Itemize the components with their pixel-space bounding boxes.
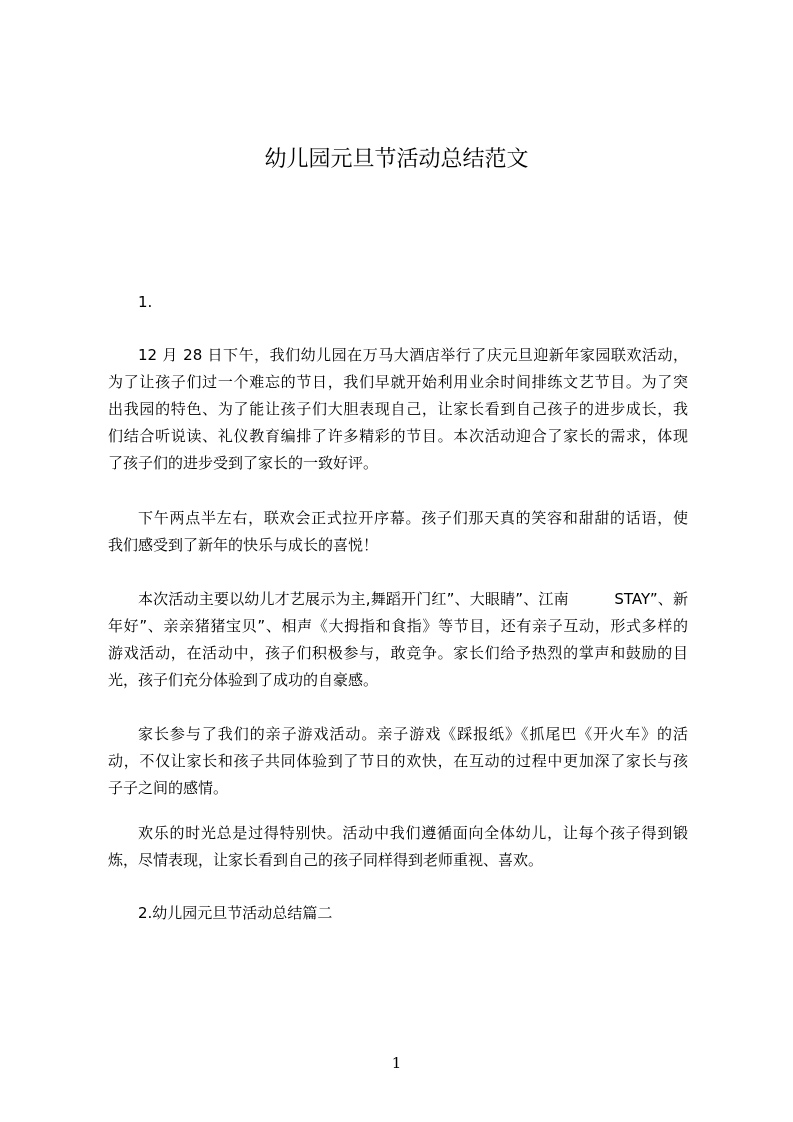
paragraph-line: 年好”、亲亲猪猪宝贝”、相声《大拇指和食指》等节目，还有亲子互动，形式多样的 <box>108 617 688 635</box>
paragraph-line: 炼，尽情表现，让家长看到自己的孩子同样得到老师重视、喜欢。 <box>108 851 544 869</box>
paragraph-line: 出我园的特色、为了能让孩子们大胆表现自己，让家长看到自己孩子的进步成长，我 <box>108 400 688 418</box>
paragraph-line: 家长参与了我们的亲子游戏活动。亲子游戏《踩报纸》《抓尾巴《开火车》的活 <box>138 725 688 743</box>
paragraph-line: 我们感受到了新年的快乐与成长的喜悦！ <box>108 536 379 554</box>
paragraph-line: 为了让孩子们过一个难忘的节日，我们早就开始利用业余时间排练文艺节目。为了突 <box>108 373 688 391</box>
paragraph-5 <box>108 820 688 874</box>
paragraph-line: 12 月 28 日下午，我们幼儿园在万马大酒店举行了庆元旦迎新年家园联欢活动， <box>138 346 688 364</box>
section-number: 1. <box>138 293 153 311</box>
paragraph-3 <box>108 586 688 694</box>
paragraph-4 <box>108 721 688 802</box>
section-heading-text: 2.幼儿园元旦节活动总结篇二 <box>138 904 333 922</box>
document-title: 幼儿园元旦节活动总结范文 <box>264 147 529 172</box>
paragraph-line: 欢乐的时光总是过得特别快。活动中我们遵循面向全体幼儿，让每个孩子得到锻 <box>138 824 688 842</box>
section-heading-2 <box>108 900 688 927</box>
paragraph-line: 本次活动主要以幼儿才艺展示为主,舞蹈开门红”、大眼睛”、江南 STAY”、新 <box>138 590 688 608</box>
paragraph-2 <box>108 505 688 559</box>
paragraph-line: 们结合听说读、礼仪教育编排了许多精彩的节目。本次活动迎合了家长的需求，体现 <box>108 427 688 445</box>
paragraph-line: 了孩子们的进步受到了家长的一致好评。 <box>108 454 379 472</box>
paragraph-line: 子子之间的感情。 <box>108 779 229 797</box>
section-heading-1 <box>108 289 688 316</box>
paragraph-line: 光，孩子们充分体验到了成功的自豪感。 <box>108 671 379 689</box>
page-number: 1 <box>391 1054 402 1072</box>
paragraph-line: 下午两点半左右，联欢会正式拉开序幕。孩子们那天真的笑容和甜甜的话语，使 <box>138 509 688 527</box>
paragraph-line: 动，不仅让家长和孩子共同体验到了节日的欢快，在互动的过程中更加深了家长与孩 <box>108 752 688 770</box>
paragraph-line: 游戏活动，在活动中，孩子们积极参与，敢竞争。家长们给予热烈的掌声和鼓励的目 <box>108 644 688 662</box>
paragraph-1 <box>108 342 688 477</box>
